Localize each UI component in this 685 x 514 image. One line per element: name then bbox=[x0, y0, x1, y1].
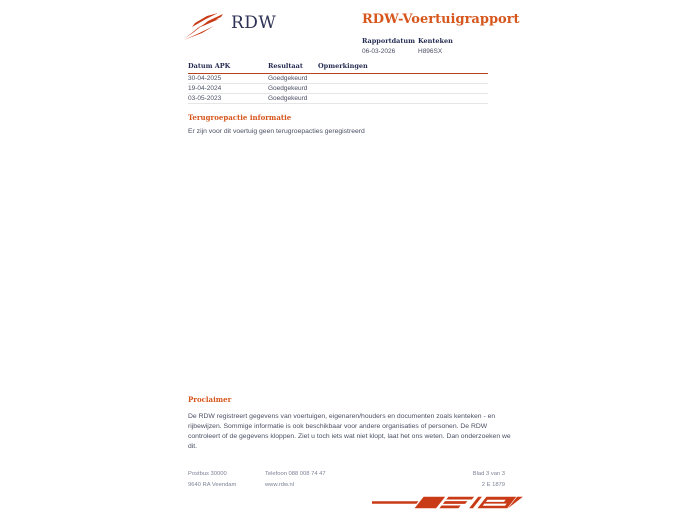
table-row bbox=[188, 84, 488, 94]
disclaimer-heading: Proclaimer bbox=[188, 395, 232, 404]
footer-address-line1: Postbus 30000 bbox=[188, 471, 227, 477]
report-date-block bbox=[362, 37, 418, 55]
cell-resultaat: Goedgekeurd bbox=[268, 95, 308, 102]
rdw-stripe-graphic-icon bbox=[372, 493, 525, 512]
recall-section-body: Er zijn voor dit voertuig geen terugroepacties geregistreerd bbox=[188, 128, 365, 135]
cell-datum: 19-04-2024 bbox=[188, 85, 222, 92]
rdw-wing-logo-icon bbox=[183, 12, 225, 42]
footer-page-info bbox=[473, 469, 505, 491]
cell-datum: 30-04-2025 bbox=[188, 75, 222, 82]
disclaimer-body: De RDW registreert gegevens van voertuigen, eigenaren/houders en documenten zoals kenteken - en rijbewijzen. Sommige informatie is ook beschikbaar voor andere organisaties of personen. De RDW controleert of de gegevens kloppen. Ziet u toch iets wat niet klopt, laat het ons weten. Dan onderzoeken we dit. bbox=[188, 413, 511, 450]
license-plate-label: Kenteken bbox=[418, 37, 453, 45]
table-row bbox=[188, 74, 488, 84]
table-row bbox=[188, 94, 488, 104]
license-plate-value: H896SX bbox=[418, 47, 443, 55]
report-date-value: 06-03-2026 bbox=[362, 47, 396, 55]
recall-info-section bbox=[188, 113, 518, 137]
page-title: RDW-Voertuigrapport bbox=[362, 12, 520, 27]
cell-datum: 03-05-2023 bbox=[188, 95, 222, 102]
license-plate-block bbox=[418, 37, 453, 55]
table-header-row bbox=[188, 62, 488, 74]
footer-doc-code: 2 E 1879 bbox=[481, 482, 505, 488]
footer-website: www.rdw.nl bbox=[265, 482, 294, 488]
rdw-logo-text: RDW bbox=[231, 12, 277, 33]
cell-resultaat: Goedgekeurd bbox=[268, 85, 308, 92]
column-header-resultaat: Resultaat bbox=[268, 62, 303, 70]
disclaimer-section bbox=[188, 395, 520, 451]
footer-page-number: Blad 3 van 3 bbox=[472, 471, 505, 477]
column-header-datum-apk: Datum APK bbox=[188, 62, 231, 70]
report-header bbox=[362, 13, 562, 27]
column-header-opmerkingen: Opmerkingen bbox=[318, 62, 368, 70]
recall-section-heading: Terugroepactie informatie bbox=[188, 113, 292, 122]
report-date-label: Rapportdatum bbox=[362, 37, 415, 45]
footer-address-line2: 9640 RA Veendam bbox=[188, 482, 237, 488]
footer-address bbox=[188, 469, 265, 491]
page-footer bbox=[188, 469, 505, 491]
report-meta bbox=[362, 37, 453, 55]
cell-resultaat: Goedgekeurd bbox=[268, 75, 308, 82]
apk-history-table bbox=[188, 62, 488, 104]
footer-phone: Telefoon 088 008 74 47 bbox=[265, 471, 326, 477]
footer-contact bbox=[265, 469, 473, 491]
rdw-logo bbox=[183, 12, 276, 42]
